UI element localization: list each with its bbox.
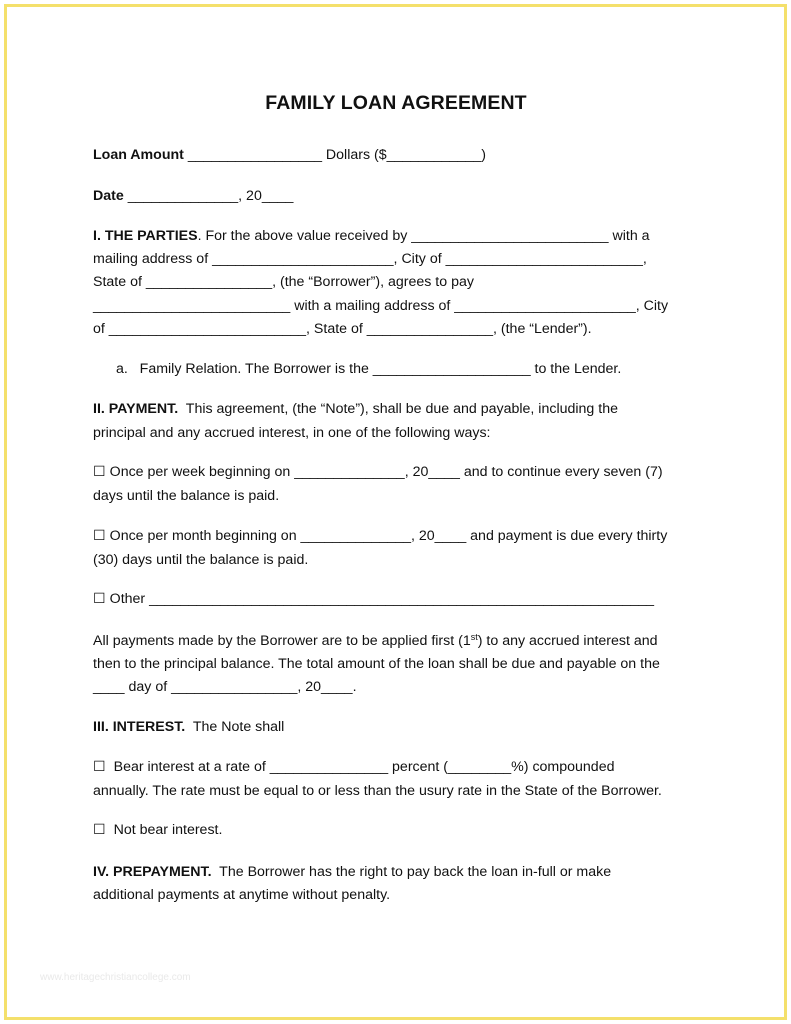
applied-text-1a: All payments made by the Borrower are to be applied first (1 [93,633,471,649]
loan-amount-blank: _________________ Dollars ($____________) [183,147,487,163]
prepayment-heading: IV. PREPAYMENT. [93,864,212,880]
parties-line-5: of _________________________, State of ________________, (the “Lender”). [93,321,592,337]
parties-text-1: . For the above value received by _________________________ with a [197,228,650,244]
payment-text-1: This agreement, (the “Note”), shall be due and payable, including the [178,401,618,417]
applied-line-3: ____ day of ________________, 20____. [93,679,357,695]
weekly-option-line-1: ☐ Once per week beginning on ______________, 20____ and to continue every seven (7) [93,464,663,480]
applied-superscript: st [470,632,478,642]
date-label: Date [93,188,124,204]
payment-line-1 [93,400,618,418]
family-relation-line: a. Family Relation. The Borrower is the ____________________ to the Lender. [116,361,622,377]
interest-line [93,718,284,736]
date-line [93,187,293,205]
prepayment-text-1: The Borrower has the right to pay back the loan in-full or make [211,864,612,880]
other-option-line: ☐ Other ________________________________________________________________ [93,591,655,607]
parties-line-2: mailing address of _______________________, City of _________________________, [93,251,647,267]
payment-line-2: principal and any accrued interest, in one of the following ways: [93,425,491,441]
not-bear-interest-line: ☐ Not bear interest. [93,822,223,838]
bear-interest-line-2: annually. The rate must be equal to or less than the usury rate in the State of the Borrower. [93,783,662,799]
applied-text-1b: ) to any accrued interest and [477,633,658,649]
parties-heading: I. THE PARTIES [93,228,198,244]
applied-line-1 [93,632,658,650]
interest-heading: III. INTEREST. [93,719,186,735]
page-title: FAMILY LOAN AGREEMENT [265,92,527,114]
parties-line-1 [93,227,650,245]
interest-text: The Note shall [185,719,285,735]
monthly-option-line-2: (30) days until the balance is paid. [93,552,309,568]
monthly-option-line-1: ☐ Once per month beginning on ______________, 20____ and payment is due every thirty [93,528,668,544]
payment-heading: II. PAYMENT. [93,401,179,417]
parties-line-4: _________________________ with a mailing address of _______________________, City [93,298,669,314]
bear-interest-line-1: ☐ Bear interest at a rate of _______________ percent (________%) compounded [93,759,615,775]
applied-line-2: then to the principal balance. The total amount of the loan shall be due and payable on the [93,656,660,672]
loan-amount-label: Loan Amount [93,147,184,163]
weekly-option-line-2: days until the balance is paid. [93,488,280,504]
prepayment-line-1 [93,863,611,881]
watermark-text: www.heritagechristiancollege.com [40,972,191,983]
prepayment-line-2: additional payments at anytime without penalty. [93,887,391,903]
parties-line-3: State of ________________, (the “Borrower”), agrees to pay [93,274,474,290]
date-blank: ______________, 20____ [123,188,294,204]
loan-amount-line [93,146,486,164]
